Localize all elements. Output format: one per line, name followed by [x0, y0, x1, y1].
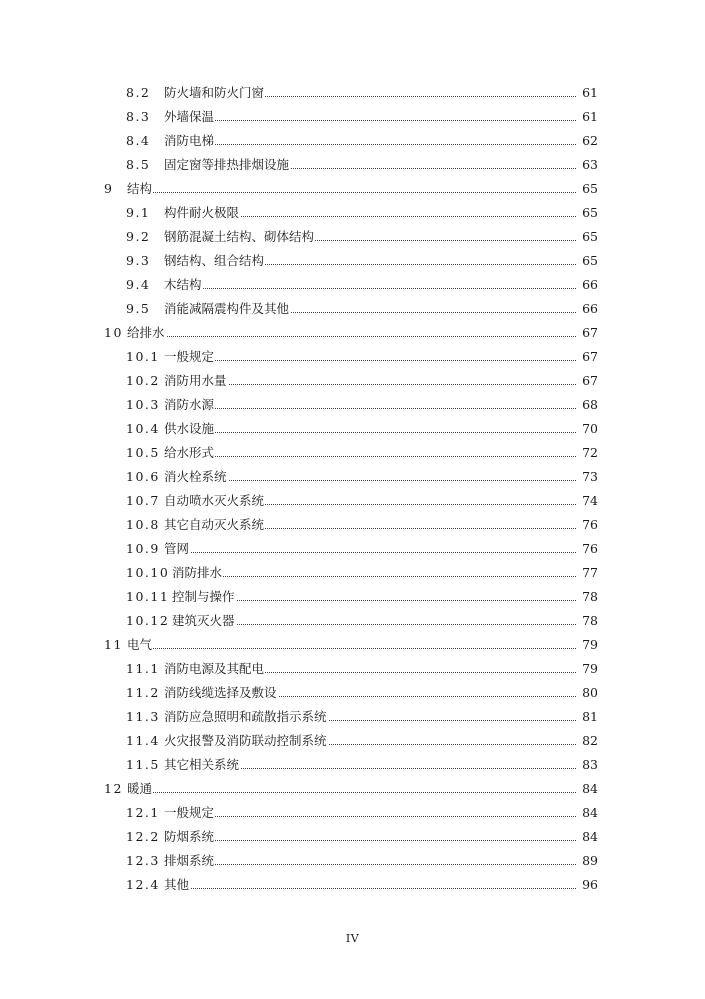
- page-number-footer: IV: [345, 932, 360, 945]
- dot-leader: [164, 360, 598, 361]
- toc-entry[interactable]: [0, 585, 705, 609]
- toc-entry-page: 67: [576, 321, 598, 345]
- dot-leader: [164, 144, 598, 145]
- toc-entry-number: 9.1: [126, 205, 151, 220]
- toc-entry[interactable]: [0, 849, 705, 873]
- toc-entry-page: 61: [576, 105, 598, 129]
- toc-entry[interactable]: [0, 633, 705, 657]
- toc-entry[interactable]: [0, 825, 705, 849]
- toc-entry[interactable]: [0, 777, 705, 801]
- toc-entry-title: 消防应急照明和疏散指示系统: [164, 705, 328, 729]
- toc-entry-page: 65: [576, 177, 598, 201]
- toc-entry-title: 钢筋混凝土结构、砌体结构: [164, 225, 315, 249]
- toc-entry-page: 77: [576, 561, 598, 585]
- toc-entry[interactable]: [0, 129, 705, 153]
- dot-leader: [164, 120, 598, 121]
- toc-entry-page: 89: [576, 849, 598, 873]
- dot-leader: [172, 600, 598, 601]
- toc-entry-number: 8.5: [126, 157, 151, 172]
- dot-leader: [164, 432, 598, 433]
- toc-entry-title: 木结构: [164, 273, 203, 297]
- toc-entry[interactable]: [0, 561, 705, 585]
- toc-entry-number: 10.2: [126, 373, 160, 388]
- toc-entry-title: 控制与操作: [172, 585, 236, 609]
- toc-entry-number: 11.5: [126, 757, 160, 772]
- toc-entry-page: 84: [576, 801, 598, 825]
- toc-entry-number: 12: [104, 781, 123, 796]
- dot-leader: [164, 816, 598, 817]
- toc-entry-page: 78: [576, 585, 598, 609]
- toc-entry[interactable]: [0, 321, 705, 345]
- toc-entry-title: 消防线缆选择及敷设: [164, 681, 278, 705]
- toc-entry-number: 10.8: [126, 517, 160, 532]
- toc-entry-number: 10.7: [126, 493, 160, 508]
- toc-entry-number: 10.6: [126, 469, 160, 484]
- toc-entry[interactable]: [0, 201, 705, 225]
- toc-entry-number: 11.1: [126, 661, 160, 676]
- toc-entry-title: 其它相关系统: [164, 753, 240, 777]
- toc-entry-number: 12.1: [126, 805, 160, 820]
- toc-entry-page: 82: [576, 729, 598, 753]
- toc-entry-page: 79: [576, 657, 598, 681]
- toc-entry-number: 8.2: [126, 85, 151, 100]
- toc-entry-number: 12.2: [126, 829, 160, 844]
- toc-entry[interactable]: [0, 681, 705, 705]
- toc-entry[interactable]: [0, 609, 705, 633]
- toc-entry-page: 81: [576, 705, 598, 729]
- toc-entry-number: 10: [104, 325, 123, 340]
- toc-entry-title: 防火墙和防火门窗: [164, 81, 265, 105]
- toc-entry[interactable]: [0, 513, 705, 537]
- toc-entry-title: 结构: [127, 177, 153, 201]
- toc-entry[interactable]: [0, 441, 705, 465]
- toc-entry-number: 8.3: [126, 109, 151, 124]
- toc-entry-page: 96: [576, 873, 598, 897]
- toc-entry-title: 防烟系统: [164, 825, 215, 849]
- toc-entry-title: 建筑灭火器: [172, 609, 236, 633]
- toc-entry-title: 消能减隔震构件及其他: [164, 297, 290, 321]
- toc-entry-number: 10.12: [126, 613, 170, 628]
- toc-entry-page: 74: [576, 489, 598, 513]
- toc-entry[interactable]: [0, 873, 705, 897]
- toc-entry-title: 一般规定: [164, 801, 215, 825]
- toc-entry-title: 暖通: [127, 777, 153, 801]
- toc-entry-title: 排烟系统: [164, 849, 215, 873]
- toc-entry-page: 61: [576, 81, 598, 105]
- toc-entry-title: 消火栓系统: [164, 465, 228, 489]
- toc-entry-number: 11.2: [126, 685, 160, 700]
- toc-entry-title: 其它自动灭火系统: [164, 513, 265, 537]
- table-of-contents: [0, 81, 705, 897]
- toc-entry-page: 84: [576, 777, 598, 801]
- toc-entry-number: 12.3: [126, 853, 160, 868]
- toc-entry-page: 76: [576, 537, 598, 561]
- toc-entry-title: 电气: [127, 633, 153, 657]
- toc-entry[interactable]: [0, 489, 705, 513]
- toc-entry-number: 11.4: [126, 733, 160, 748]
- toc-entry[interactable]: [0, 753, 705, 777]
- toc-entry[interactable]: [0, 105, 705, 129]
- dot-leader: [127, 192, 598, 193]
- toc-entry-title: 消防电源及其配电: [164, 657, 265, 681]
- toc-entry[interactable]: [0, 369, 705, 393]
- toc-entry[interactable]: [0, 249, 705, 273]
- toc-entry-number: 10.11: [126, 589, 170, 604]
- toc-entry-number: 10.1: [126, 349, 160, 364]
- dot-leader: [172, 576, 598, 577]
- toc-entry[interactable]: [0, 801, 705, 825]
- toc-entry-number: 9: [104, 181, 114, 196]
- toc-entry[interactable]: [0, 705, 705, 729]
- toc-entry-title: 自动喷水灭火系统: [164, 489, 265, 513]
- toc-entry-page: 84: [576, 825, 598, 849]
- toc-entry-number: 10.10: [126, 565, 170, 580]
- dot-leader: [164, 288, 598, 289]
- toc-entry-title: 构件耐火极限: [164, 201, 240, 225]
- toc-entry-title: 一般规定: [164, 345, 215, 369]
- toc-entry-number: 11.3: [126, 709, 160, 724]
- dot-leader: [172, 624, 598, 625]
- dot-leader: [164, 456, 598, 457]
- toc-entry-page: 79: [576, 633, 598, 657]
- toc-entry-number: 8.4: [126, 133, 151, 148]
- toc-entry[interactable]: [0, 537, 705, 561]
- toc-entry-title: 给排水: [127, 321, 166, 345]
- toc-entry-title: 外墙保温: [164, 105, 215, 129]
- dot-leader: [164, 840, 598, 841]
- toc-entry-title: 钢结构、组合结构: [164, 249, 265, 273]
- toc-entry-number: 9.2: [126, 229, 151, 244]
- toc-entry-page: 78: [576, 609, 598, 633]
- toc-entry-page: 72: [576, 441, 598, 465]
- toc-entry-number: 12.4: [126, 877, 160, 892]
- toc-entry-page: 66: [576, 273, 598, 297]
- toc-entry-page: 80: [576, 681, 598, 705]
- dot-leader: [164, 408, 598, 409]
- toc-entry-title: 消防电梯: [164, 129, 215, 153]
- toc-entry-page: 65: [576, 225, 598, 249]
- dot-leader: [127, 648, 598, 649]
- toc-entry-number: 9.3: [126, 253, 151, 268]
- dot-leader: [164, 552, 598, 553]
- toc-entry-page: 70: [576, 417, 598, 441]
- toc-entry-number: 9.4: [126, 277, 151, 292]
- toc-entry[interactable]: [0, 153, 705, 177]
- toc-entry-page: 76: [576, 513, 598, 537]
- dot-leader: [164, 888, 598, 889]
- toc-entry-title: 消防用水量: [164, 369, 228, 393]
- toc-entry-number: 9.5: [126, 301, 151, 316]
- toc-entry[interactable]: [0, 729, 705, 753]
- toc-entry[interactable]: [0, 657, 705, 681]
- toc-entry[interactable]: [0, 225, 705, 249]
- toc-entry-page: 67: [576, 369, 598, 393]
- toc-entry-number: 10.5: [126, 445, 160, 460]
- toc-entry-number: 10.4: [126, 421, 160, 436]
- toc-entry-title: 供水设施: [164, 417, 215, 441]
- toc-entry-title: 火灾报警及消防联动控制系统: [164, 729, 328, 753]
- toc-entry[interactable]: [0, 177, 705, 201]
- toc-entry[interactable]: [0, 393, 705, 417]
- dot-leader: [164, 864, 598, 865]
- toc-entry-title: 固定窗等排热排烟设施: [164, 153, 290, 177]
- toc-entry-number: 10.9: [126, 541, 160, 556]
- toc-entry-page: 67: [576, 345, 598, 369]
- toc-entry-page: 83: [576, 753, 598, 777]
- toc-entry-page: 65: [576, 249, 598, 273]
- toc-entry-page: 68: [576, 393, 598, 417]
- dot-leader: [164, 384, 598, 385]
- toc-entry-page: 65: [576, 201, 598, 225]
- toc-entry[interactable]: [0, 417, 705, 441]
- toc-entry-page: 73: [576, 465, 598, 489]
- toc-entry[interactable]: [0, 273, 705, 297]
- toc-entry[interactable]: [0, 81, 705, 105]
- toc-entry-page: 66: [576, 297, 598, 321]
- toc-entry-title: 消防排水: [172, 561, 223, 585]
- toc-entry-title: 其他: [164, 873, 190, 897]
- toc-entry-title: 管网: [164, 537, 190, 561]
- toc-entry-title: 给水形式: [164, 441, 215, 465]
- toc-entry-page: 62: [576, 129, 598, 153]
- toc-entry-title: 消防水源: [164, 393, 215, 417]
- toc-entry-page: 63: [576, 153, 598, 177]
- dot-leader: [164, 480, 598, 481]
- toc-entry[interactable]: [0, 465, 705, 489]
- dot-leader: [127, 336, 598, 337]
- toc-entry-number: 10.3: [126, 397, 160, 412]
- toc-entry[interactable]: [0, 345, 705, 369]
- toc-entry[interactable]: [0, 297, 705, 321]
- toc-entry-number: 11: [104, 637, 123, 652]
- dot-leader: [127, 792, 598, 793]
